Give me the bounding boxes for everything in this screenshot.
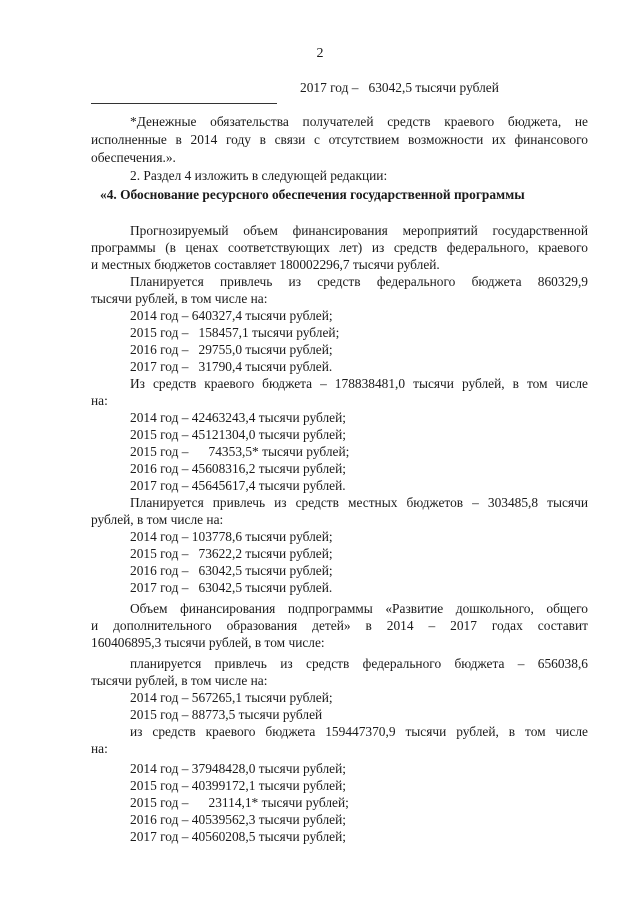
paragraph-line: рублей, в том числе на: (91, 512, 224, 527)
list-item: 2015 год – 158457,1 тысячи рублей; (130, 325, 340, 340)
paragraph-line: тысячи рублей, в том числе на: (91, 291, 268, 306)
list-item: 2014 год – 567265,1 тысячи рублей; (130, 690, 333, 705)
paragraph-line: на: (91, 741, 108, 756)
paragraph-line: и дополнительного образования детей» в 2014 – 2017 годах составит (91, 618, 588, 633)
paragraph-line: тысячи рублей, в том числе на: (91, 673, 268, 688)
list-item: 2017 год – 45645617,4 тысячи рублей. (130, 478, 346, 493)
list-item: 2014 год – 37948428,0 тысячи рублей; (130, 761, 346, 776)
list-item: 2015 год – 74353,5* тысячи рублей; (130, 444, 350, 459)
paragraph-line: планируется привлечь из средств федерального бюджета – 656038,6 (130, 656, 588, 671)
list-item: 2017 год – 40560208,5 тысячи рублей; (130, 829, 346, 844)
list-item: 2014 год – 640327,4 тысячи рублей; (130, 308, 333, 323)
paragraph-line: Из средств краевого бюджета – 178838481,0 тысячи рублей, в том числе (130, 376, 588, 391)
list-item: 2015 год – 73622,2 тысячи рублей; (130, 546, 333, 561)
list-item: 2015 год – 88773,5 тысячи рублей (130, 707, 323, 722)
list-item: 2015 год – 40399172,1 тысячи рублей; (130, 778, 346, 793)
footnote-line: обеспечения.». (91, 150, 176, 165)
list-item: 2016 год – 63042,5 тысячи рублей; (130, 563, 333, 578)
list-item: 2016 год – 29755,0 тысячи рублей; (130, 342, 333, 357)
list-item: 2014 год – 103778,6 тысячи рублей; (130, 529, 333, 544)
section-instruction: 2. Раздел 4 изложить в следующей редакции: (130, 168, 388, 183)
paragraph-line: Планируется привлечь из средств местных бюджетов – 303485,8 тысячи (130, 495, 588, 510)
paragraph-line: Прогнозируемый объем финансирования мероприятий государственной (130, 223, 588, 238)
list-item: 2015 год – 23114,1* тысячи рублей; (130, 795, 349, 810)
list-item: 2016 год – 45608316,2 тысячи рублей; (130, 461, 346, 476)
footnote-divider (91, 103, 277, 104)
section-heading: «4. Обоснование ресурсного обеспечения государственной программы (100, 187, 525, 202)
paragraph-line: на: (91, 393, 108, 408)
paragraph-line: и местных бюджетов составляет 180002296,7 тысячи рублей. (91, 257, 440, 272)
paragraph-line: из средств краевого бюджета 159447370,9 тысячи рублей, в том числе (130, 724, 588, 739)
list-item: 2017 год – 63042,5 тысячи рублей. (130, 580, 333, 595)
list-item: 2015 год – 45121304,0 тысячи рублей; (130, 427, 346, 442)
paragraph-line: 160406895,3 тысячи рублей, в том числе: (91, 635, 325, 650)
top-line: 2017 год – 63042,5 тысячи рублей (300, 80, 499, 95)
list-item: 2016 год – 40539562,3 тысячи рублей; (130, 812, 346, 827)
footnote-line: *Денежные обязательства получателей средств краевого бюджета, не (130, 114, 588, 129)
footnote-line: исполненные в 2014 году в связи с отсутствием возможности их финансового (91, 132, 588, 147)
paragraph-line: Планируется привлечь из средств федерального бюджета 860329,9 (130, 274, 588, 289)
list-item: 2014 год – 42463243,4 тысячи рублей; (130, 410, 346, 425)
list-item: 2017 год – 31790,4 тысячи рублей. (130, 359, 333, 374)
paragraph-line: программы (в ценах соответствующих лет) из средств федерального, краевого (91, 240, 588, 255)
page-number: 2 (316, 46, 324, 61)
paragraph-line: Объем финансирования подпрограммы «Развитие дошкольного, общего (130, 601, 588, 616)
